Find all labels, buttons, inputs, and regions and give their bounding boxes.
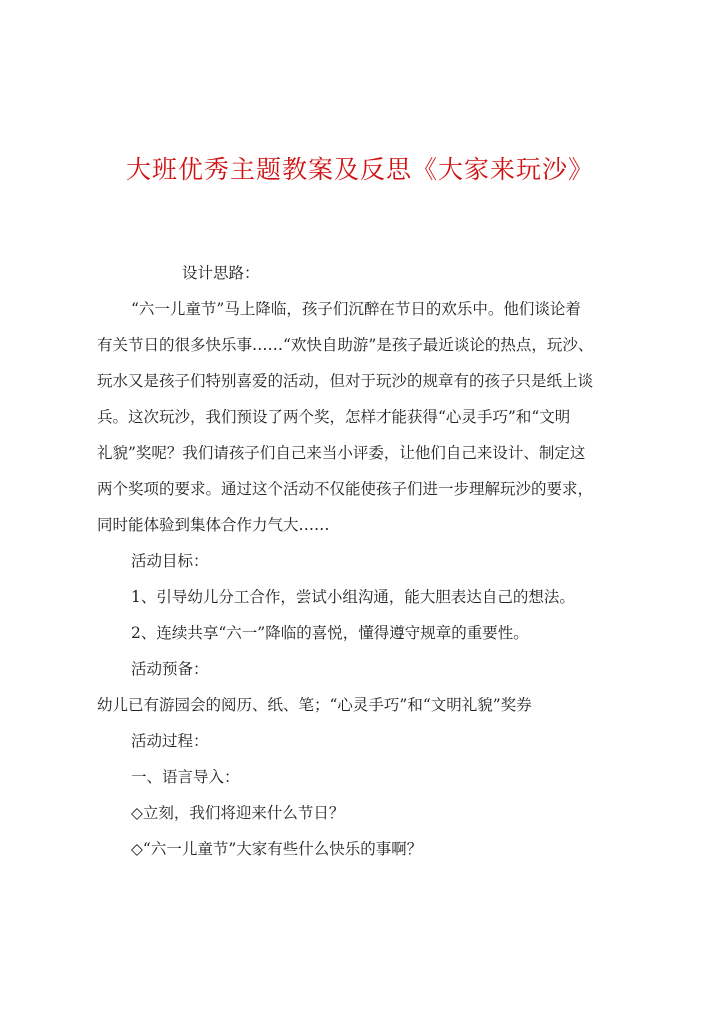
design-line: 礼貌”奖呢？我们请孩子们自己来当小评委，让他们自己来设计、制定这: [97, 444, 586, 462]
design-line: 玩水又是孩子们特别喜爱的活动，但对于玩沙的规章有的孩子只是纸上谈: [97, 372, 594, 390]
document-body: [97, 255, 637, 867]
process-heading: 活动过程：: [131, 732, 209, 750]
goals-heading: 活动目标：: [131, 552, 209, 570]
design-line: 有关节日的很多快乐事……“欢快自助游”是孩子最近谈论的热点，玩沙、: [97, 336, 594, 354]
design-heading: 设计思路：: [182, 264, 260, 282]
question-item: ◇立刻，我们将迎来什么节日？: [131, 804, 345, 822]
design-paragraph: [97, 291, 637, 543]
design-line: 同时能体验到集体合作力气大……: [97, 516, 330, 534]
design-line: 两个奖项的要求。通过这个活动不仅能使孩子们进一步理解玩沙的要求，: [97, 480, 594, 498]
document-title: 大班优秀主题教案及反思《大家来玩沙》: [125, 155, 594, 184]
goal-item: 1、引导幼儿分工合作，尝试小组沟通，能大胆表达自己的想法。: [131, 588, 575, 606]
design-line: 兵。这次玩沙，我们预设了两个奖，怎样才能获得“心灵手巧”和“文明: [97, 408, 571, 426]
prep-text: 幼儿已有游园会的阅历、纸、笔；“心灵手巧”和“文明礼貌”奖券: [97, 696, 532, 714]
design-line: “六一儿童节”马上降临，孩子们沉醉在节日的欢乐中。他们谈论着: [131, 300, 581, 318]
goal-item: 2、连续共享“六一”降临的喜悦，懂得遵守规章的重要性。: [131, 624, 529, 642]
prep-heading: 活动预备：: [131, 660, 209, 678]
question-item: ◇“六一儿童节”大家有些什么快乐的事啊？: [131, 840, 423, 858]
step-heading: 一、语言导入：: [131, 768, 240, 786]
